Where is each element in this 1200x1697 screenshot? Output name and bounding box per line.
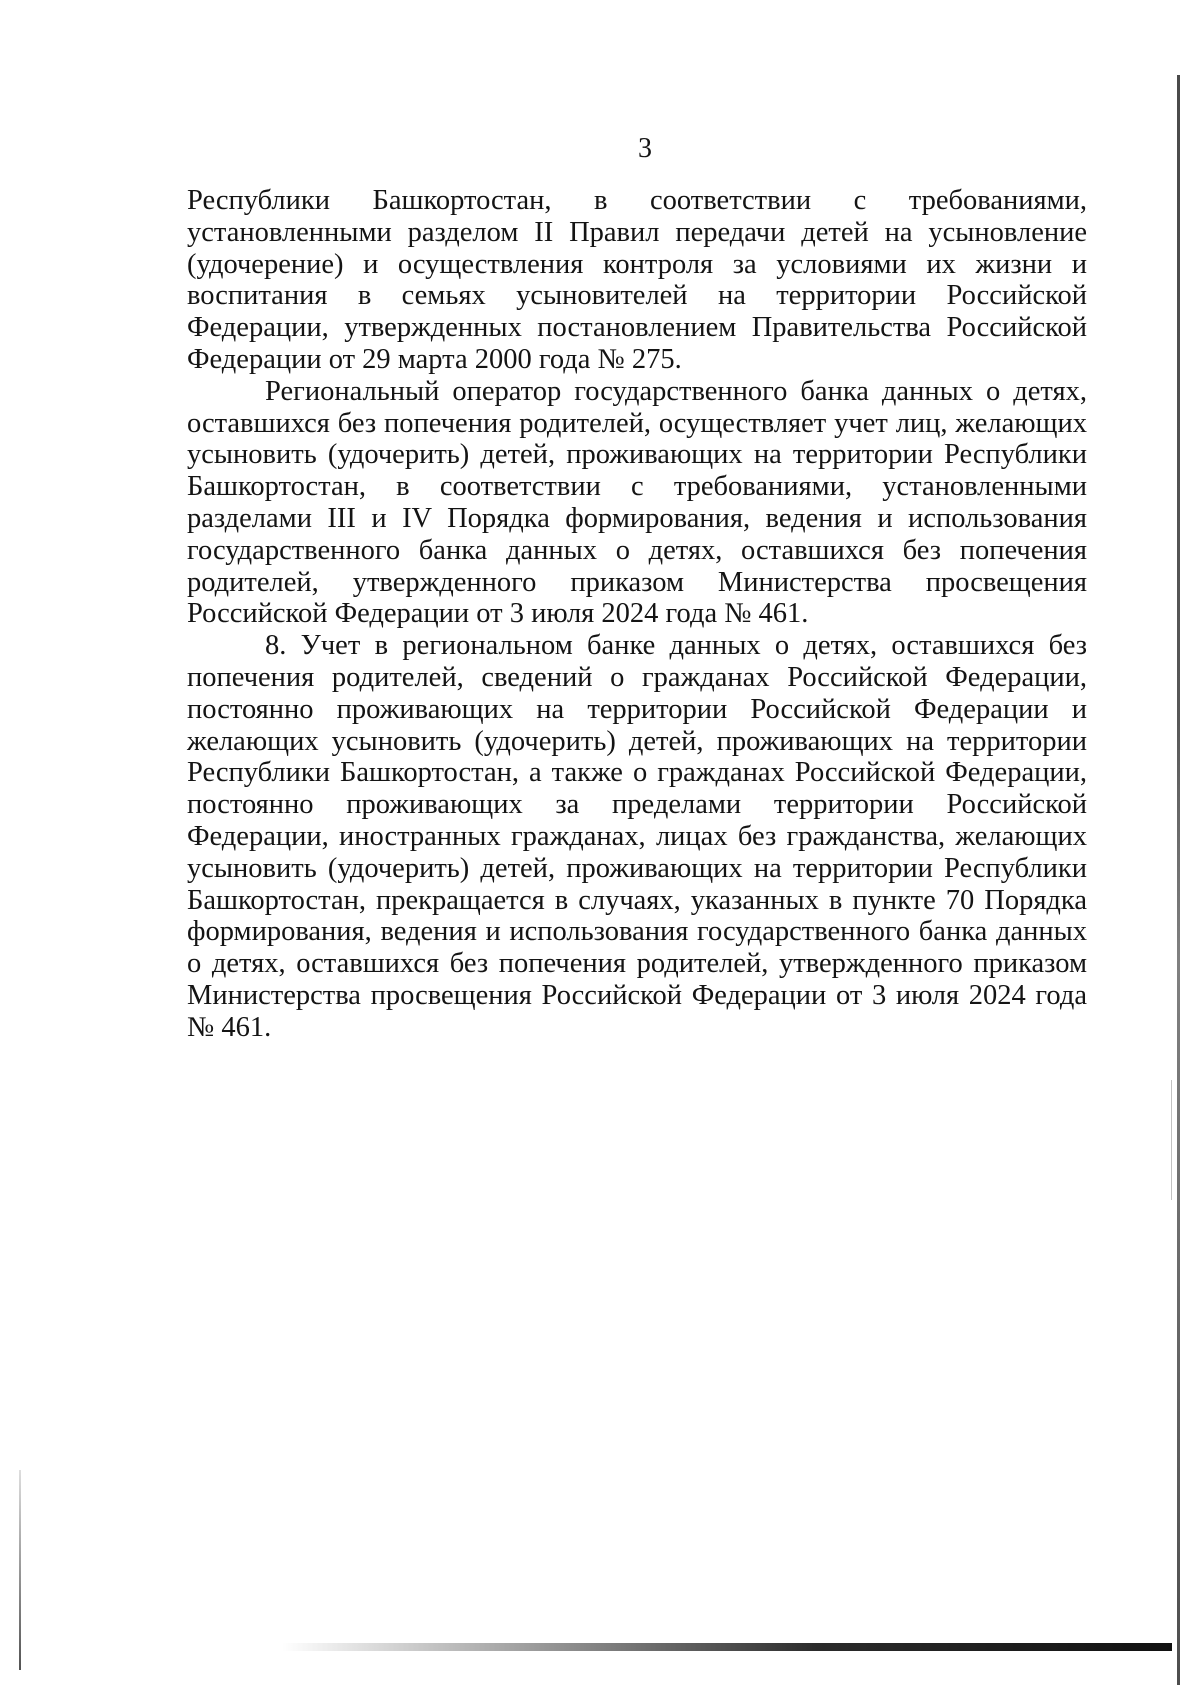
scan-edge-right-faint: [1171, 1080, 1172, 1200]
document-body: [187, 185, 1087, 1044]
scan-edge-right: [1177, 75, 1180, 1685]
paragraph-regional-operator: Региональный оператор государственного банка данных о детях, оставшихся без попечения родителей, осуществляет учет лиц, желающих усыновить (удочерить) детей, проживающих на территории Республики Башкортостан, в соответствии с требованиями, установленными разделами III и IV Порядка формирования, ведения и использования государственного банка данных о детях, оставшихся без попечения родителей, утвержденного приказом Министерства просвещения Российской Федерации от 3 июля 2024 года № 461.: [187, 375, 1087, 630]
scan-edge-bottom: [282, 1643, 1172, 1651]
paragraph-continuation: Республики Башкортостан, в соответствии с требованиями, установленными разделом II Правил передачи детей на усыновление (удочерение) и осуществления контроля за условиями их жизни и воспитания в семьях усыновителей на территории Российской Федерации, утвержденных постановлением Правительства Российской Федерации от 29 марта 2000 года № 275.: [187, 185, 1087, 375]
scan-edge-left: [19, 1470, 21, 1670]
page-number: 3: [638, 133, 652, 164]
paragraph-item-8: 8. Учет в региональном банке данных о детях, оставшихся без попечения родителей, сведений о гражданах Российской Федерации, постоянно проживающих на территории Российской Федерации и желающих усыновить (удочерить) детей, проживающих на территории Республики Башкортостан, а также о гражданах Российской Федерации, постоянно проживающих за пределами территории Российской Федерации, иностранных гражданах, лицах без гражданства, желающих усыновить (удочерить) детей, проживающих на территории Республики Башкортостан, прекращается в случаях, указанных в пункте 70 Порядка формирования, ведения и использования государственного банка данных о детях, оставшихся без попечения родителей, утвержденного приказом Министерства просвещения Российской Федерации от 3 июля 2024 года № 461.: [187, 630, 1087, 1043]
